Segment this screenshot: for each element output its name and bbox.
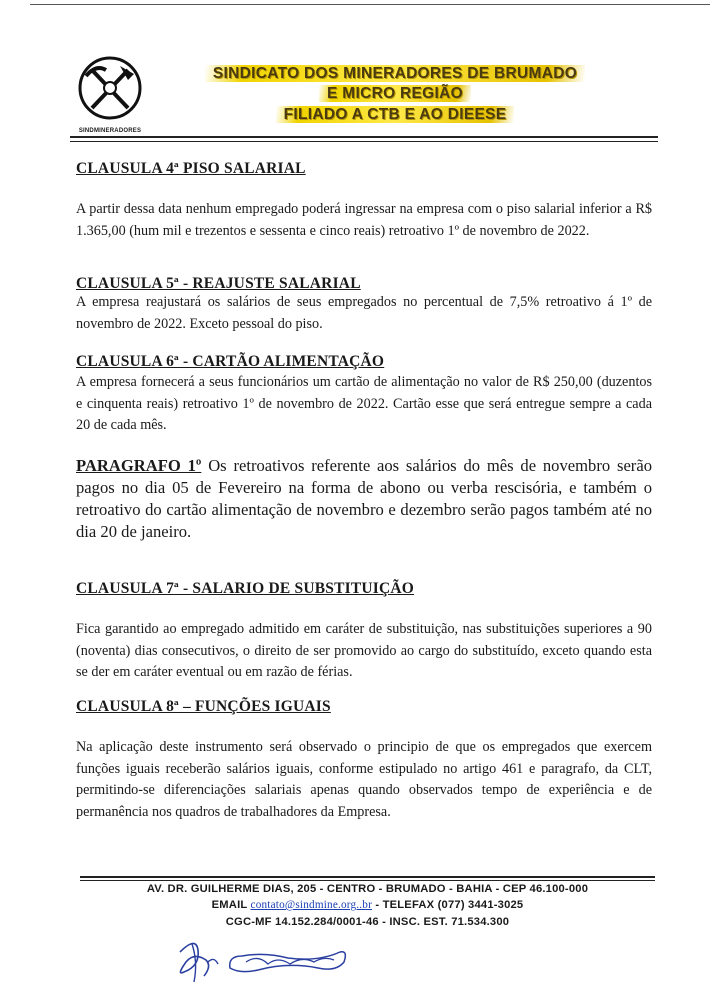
footer-address: AV. DR. GUILHERME DIAS, 205 - CENTRO - BRUMADO - BAHIA - CEP 46.100-000: [146, 883, 589, 895]
footer-registration: CGC-MF 14.152.284/0001-46 - INSC. EST. 71.534.300: [225, 916, 510, 928]
clause-7-text: Fica garantido ao empregado admitido em caráter de substituição, nas substituições superiores a 90 (noventa) dias consecutivos, o direito de ser promovido ao cargo do substituído, exceto quando esta se der em caráter eventual ou em razão de férias.: [76, 621, 652, 680]
footer-divider: [80, 876, 655, 878]
clause-6-title: CLAUSULA 6ª - CARTÃO ALIMENTAÇÃO: [76, 353, 385, 370]
footer-contact: [80, 899, 655, 911]
header-divider: [70, 136, 658, 138]
clause-8-title: CLAUSULA 8ª – FUNÇÕES IGUAIS: [76, 698, 331, 715]
clause-6-text: A empresa fornecerá a seus funcionários um cartão de alimentação no valor de R$ 250,00 (duzentos e cinquenta reais) retroativo 1º de novembro de 2022. Cartão esse que será entregue sempre a cada 20 de cada mês.: [76, 374, 652, 433]
email-label: EMAIL: [211, 899, 248, 911]
paragraph-1: [76, 455, 652, 543]
email-link[interactable]: contato@sindmine.org..br: [250, 899, 373, 911]
header-line-1: SINDICATO DOS MINERADORES DE BRUMADO: [150, 65, 640, 83]
miners-union-logo-icon: [72, 54, 148, 138]
footer-divider-thin: [80, 880, 655, 881]
paragraph-1-text: Os retroativos referente aos salários do mês de novembro serão pagos no dia 05 de Fevereiro na forma de abono ou verba rescisória, e também o retroativo do cartão alimentação de novembro e dezembro serão pagos também até no dia 20 de janeiro.: [76, 456, 652, 541]
logo-caption: SINDMINERADORES: [78, 128, 142, 134]
clause-7-title: CLAUSULA 7ª - SALARIO DE SUBSTITUIÇÃO: [76, 580, 415, 597]
header-line-3: FILIADO A CTB E AO DIEESE: [150, 106, 640, 124]
clause-5-text: A empresa reajustará os salários de seus empregados no percentual de 7,5% retroativo á 1º de novembro de 2022. Exceto pessoal do piso.: [76, 294, 652, 332]
header-divider-thin: [70, 141, 658, 142]
header-line-2: E MICRO REGIÃO: [150, 85, 640, 103]
handwritten-signature-icon: [168, 932, 358, 986]
footer-phone: - TELEFAX (077) 3441-3025: [372, 899, 524, 911]
clause-5-title: CLAUSULA 5ª - REAJUSTE SALARIAL: [76, 275, 361, 292]
top-border-line: [30, 4, 710, 5]
clause-8-text: Na aplicação deste instrumento será observado o principio de que os empregados que exercem funções iguais receberão salários iguais, conforme estipulado no artigo 461 e paragrafo, da CLT, permitindo-se diferenciações salariais apenas quando observados tempo de experiência e de permanência nos quadros de trabalhadores da Empresa.: [76, 739, 652, 820]
clause-4-title: CLAUSULA 4ª PISO SALARIAL: [76, 160, 306, 177]
paragraph-1-lead: PARAGRAFO 1º: [76, 456, 202, 475]
clause-4-text: A partir dessa data nenhum empregado poderá ingressar na empresa com o piso salarial inferior a R$ 1.365,00 (hum mil e trezentos e sessenta e cinco reais) retroativo 1º de novembro de 2022.: [76, 201, 652, 239]
